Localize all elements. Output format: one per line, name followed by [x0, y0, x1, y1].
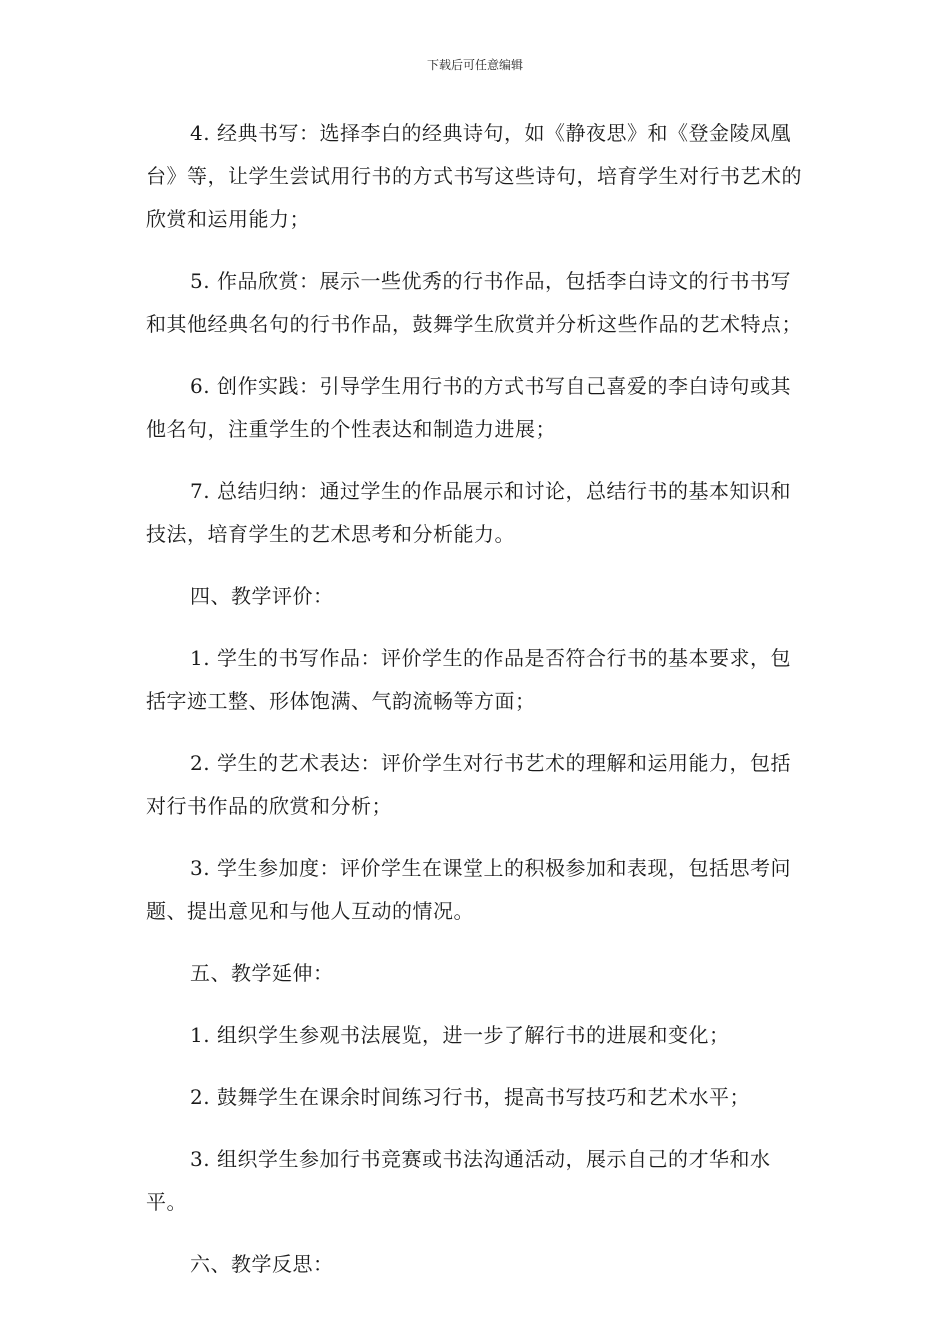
paragraph-ext-competition: 3. 组织学生参加行书竞赛或书法沟通活动，展示自己的才华和水平。 — [146, 1147, 771, 1214]
paragraph-eval-participation: 3. 学生参加度：评价学生在课堂上的积极参加和表现，包括思考问题、提出意见和与他人互动的情况。 — [146, 856, 791, 923]
paragraph-eval-works: 1. 学生的书写作品：评价学生的作品是否符合行书的基本要求，包括字迹工整、形体饱满、气韵流畅等方面； — [146, 646, 791, 713]
page-header-note: 下载后可任意编辑 — [426, 58, 523, 72]
section-heading-extension: 五、教学延伸： — [190, 961, 334, 985]
paragraph-work-appreciation: 5. 作品欣赏：展示一些优秀的行书作品，包括李白诗文的行书书写和其他经典名句的行书作品，鼓舞学生欣赏并分析这些作品的艺术特点； — [146, 269, 802, 336]
section-heading-evaluation: 四、教学评价： — [190, 584, 334, 608]
section-heading-reflection: 六、教学反思： — [190, 1252, 334, 1276]
paragraph-creative-practice: 6. 创作实践：引导学生用行书的方式书写自己喜爱的李白诗句或其他名句，注重学生的个性表达和制造力进展； — [146, 374, 791, 441]
document-body — [146, 112, 808, 1305]
paragraph-eval-expression: 2. 学生的艺术表达：评价学生对行书艺术的理解和运用能力，包括对行书作品的欣赏和分析； — [146, 751, 791, 818]
paragraph-ext-exhibition: 1. 组织学生参观书法展览，进一步了解行书的进展和变化； — [190, 1023, 730, 1047]
paragraph-ext-practice: 2. 鼓舞学生在课余时间练习行书，提高书写技巧和艺术水平； — [190, 1085, 750, 1109]
paragraph-classic-writing: 4. 经典书写：选择李白的经典诗句，如《静夜思》和《登金陵凤凰台》等，让学生尝试用行书的方式书写这些诗句，培育学生对行书艺术的欣赏和运用能力； — [146, 121, 802, 231]
paragraph-summary: 7. 总结归纳：通过学生的作品展示和讨论，总结行书的基本知识和技法，培育学生的艺术思考和分析能力。 — [146, 479, 791, 546]
